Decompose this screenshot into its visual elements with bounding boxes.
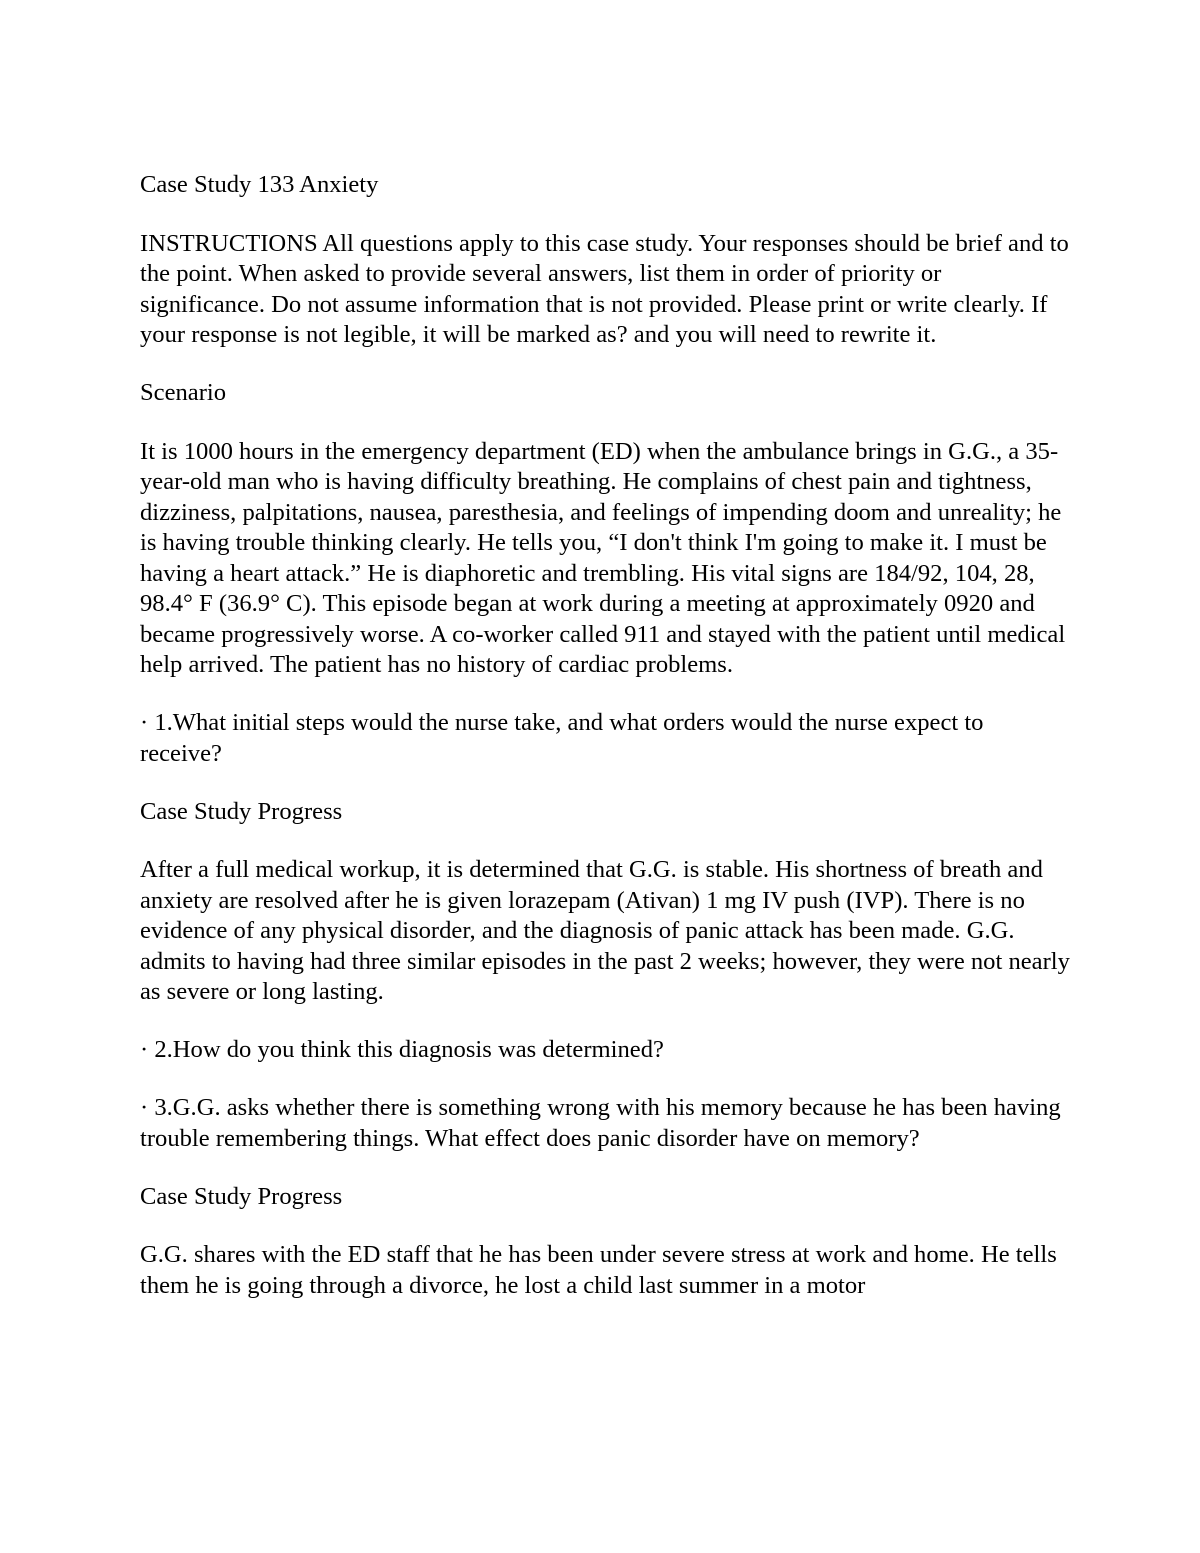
question-1: · 1.What initial steps would the nurse take, and what orders would the nurse expect to receive? — [140, 709, 984, 767]
progress-paragraph-1: After a full medical workup, it is determined that G.G. is stable. His shortness of breath and anxiety are resolved after he is given lorazepam (Ativan) 1 mg IV push (IVP). There is no evidence of any physical disorder, and the diagnosis of panic attack has been made. G.G. admits to having had three similar episodes in the past 2 weeks; however, they were not nearly as severe or long lasting. — [140, 856, 1070, 1005]
scenario-heading: Scenario — [140, 379, 227, 406]
question-3: · 3.G.G. asks whether there is something wrong with his memory because he has been having trouble remembering things. What effect does panic disorder have on memory? — [140, 1094, 1061, 1152]
document-body — [140, 170, 1070, 1301]
scenario-paragraph: It is 1000 hours in the emergency department (ED) when the ambulance brings in G.G., a 35-year-old man who is having difficulty breathing. He complains of chest pain and tightness, dizziness, palpitations, nausea, paresthesia, and feelings of impending doom and unreality; he is having trouble thinking clearly. He tells you, “I don't think I'm going to make it. I must be having a heart attack.” He is diaphoretic and trembling. His vital signs are 184/92, 104, 28, 98.4° F (36.9° C). This episode began at work during a meeting at approximately 0920 and became progressively worse. A co-worker called 911 and stayed with the patient until medical help arrived. The patient has no history of cardiac problems. — [140, 437, 1066, 678]
progress-heading-1: Case Study Progress — [140, 797, 343, 825]
progress-paragraph-2: G.G. shares with the ED staff that he has been under severe stress at work and home. He tells them he is going through a divorce, he lost a child last summer in a motor — [140, 1241, 1057, 1299]
instructions-paragraph: INSTRUCTIONS All questions apply to this case study. Your responses should be brief and to the point. When asked to provide several answers, list them in order of priority or significance. Do not assume information that is not provided. Please print or write clearly. If your response is not legible, it will be marked as? and you will need to rewrite it. — [140, 229, 1069, 348]
document-title: Case Study 133 Anxiety — [140, 171, 379, 198]
question-2: · 2.How do you think this diagnosis was determined? — [140, 1036, 664, 1063]
progress-heading-2: Case Study Progress — [140, 1182, 343, 1210]
